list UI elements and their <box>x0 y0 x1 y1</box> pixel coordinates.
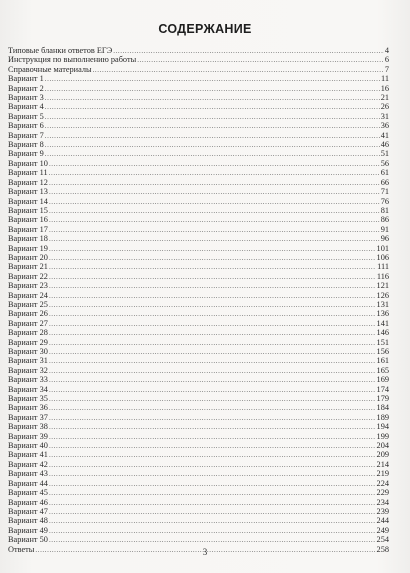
toc-entry-page: 76 <box>380 196 389 206</box>
toc-entry[interactable] <box>8 93 389 102</box>
toc-entry-label: Вариант 3 <box>8 93 44 103</box>
toc-entry-page: 239 <box>376 506 389 516</box>
table-of-contents <box>8 46 389 554</box>
toc-entry-label: Вариант 7 <box>8 130 44 140</box>
toc-entry-label: Вариант 27 <box>8 318 48 328</box>
toc-entry[interactable] <box>8 121 389 130</box>
toc-entry-page: 254 <box>376 535 389 545</box>
toc-dot-leader <box>49 489 376 498</box>
toc-entry-label: Вариант 30 <box>8 347 48 356</box>
toc-dot-leader <box>49 423 376 432</box>
toc-entry[interactable] <box>8 413 389 422</box>
toc-entry-page: 146 <box>376 328 389 338</box>
toc-entry-label: Вариант 21 <box>8 262 48 272</box>
toc-entry-page: 131 <box>376 299 389 309</box>
toc-entry-label: Вариант 25 <box>8 299 48 309</box>
toc-entry-label: Вариант 8 <box>8 140 44 150</box>
toc-entry-page: 26 <box>380 102 389 112</box>
toc-entry-page: 184 <box>376 403 389 413</box>
toc-entry-label: Вариант 34 <box>8 384 48 394</box>
toc-dot-leader <box>49 376 376 385</box>
toc-entry[interactable] <box>8 422 389 431</box>
toc-dot-leader <box>49 160 380 169</box>
toc-dot-leader <box>49 235 380 244</box>
toc-dot-leader <box>49 320 376 329</box>
toc-dot-leader <box>49 198 380 207</box>
toc-entry[interactable] <box>8 55 389 64</box>
toc-dot-leader <box>49 451 376 460</box>
toc-entry[interactable] <box>8 244 389 253</box>
toc-entry-label: Вариант 22 <box>8 271 48 281</box>
toc-entry-label: Вариант 19 <box>8 243 48 253</box>
toc-entry-page: 11 <box>381 74 389 84</box>
toc-entry[interactable] <box>8 74 389 83</box>
toc-dot-leader <box>49 310 376 319</box>
toc-entry[interactable] <box>8 394 389 403</box>
toc-entry-page: 116 <box>376 271 389 281</box>
toc-entry-label: Вариант 38 <box>8 422 48 432</box>
toc-dot-leader <box>49 216 380 225</box>
toc-entry[interactable] <box>8 131 389 140</box>
toc-entry[interactable] <box>8 84 389 93</box>
toc-dot-leader <box>49 499 376 508</box>
toc-entry[interactable] <box>8 328 389 337</box>
toc-entry-page: 96 <box>380 234 389 244</box>
toc-dot-leader <box>49 339 376 348</box>
toc-entry-page: 199 <box>376 431 389 441</box>
toc-entry[interactable] <box>8 46 389 55</box>
toc-entry-page: 219 <box>376 469 389 479</box>
toc-entry-page: 71 <box>380 187 389 197</box>
toc-dot-leader <box>45 141 380 150</box>
toc-entry-label: Вариант 44 <box>8 478 48 488</box>
toc-dot-leader <box>49 301 376 310</box>
toc-dot-leader <box>49 226 380 235</box>
toc-entry[interactable] <box>8 498 389 507</box>
toc-entry-label: Вариант 4 <box>8 102 44 112</box>
page-title: СОДЕРЖАНИЕ <box>158 22 252 36</box>
toc-entry-page: 91 <box>380 224 389 234</box>
toc-entry[interactable] <box>8 366 389 375</box>
toc-entry-label: Вариант 47 <box>8 506 48 516</box>
toc-dot-leader <box>49 414 376 423</box>
toc-entry-page: 141 <box>376 318 389 328</box>
toc-entry-page: 204 <box>376 441 389 451</box>
toc-entry[interactable] <box>8 441 389 450</box>
toc-entry-label: Вариант 45 <box>8 488 48 498</box>
toc-dot-leader <box>93 66 384 75</box>
toc-entry-label: Вариант 18 <box>8 234 48 244</box>
toc-entry[interactable] <box>8 516 389 525</box>
toc-entry-label: Вариант 2 <box>8 83 44 93</box>
toc-entry-page: 21 <box>380 93 389 103</box>
toc-entry[interactable] <box>8 187 389 196</box>
toc-entry-page: 36 <box>380 121 389 131</box>
toc-entry-label: Вариант 42 <box>8 459 48 469</box>
toc-dot-leader <box>45 132 380 141</box>
toc-dot-leader <box>49 442 376 451</box>
toc-dot-leader <box>49 480 376 489</box>
toc-entry-page: 156 <box>376 347 389 356</box>
toc-entry-label: Вариант 23 <box>8 281 48 291</box>
toc-entry[interactable] <box>8 450 389 459</box>
toc-entry-page: 101 <box>376 243 389 253</box>
toc-entry-page: 81 <box>380 205 389 215</box>
toc-dot-leader <box>49 395 376 404</box>
toc-entry-page: 6 <box>384 55 389 65</box>
toc-entry[interactable] <box>8 140 389 149</box>
toc-dot-leader <box>49 470 376 479</box>
toc-entry[interactable] <box>8 262 389 271</box>
toc-entry-page: 41 <box>380 130 389 140</box>
toc-entry-page: 111 <box>377 262 389 272</box>
toc-dot-leader <box>49 461 376 470</box>
toc-entry-page: 189 <box>376 412 389 422</box>
toc-entry-page: 46 <box>380 140 389 150</box>
toc-entry-page: 169 <box>376 375 389 385</box>
toc-entry[interactable] <box>8 385 389 394</box>
toc-dot-leader <box>49 508 376 517</box>
toc-dot-leader <box>45 150 380 159</box>
toc-entry-page: 16 <box>380 83 389 93</box>
toc-entry-label: Вариант 36 <box>8 403 48 413</box>
toc-entry-label: Вариант 48 <box>8 516 48 526</box>
toc-entry-page: 4 <box>384 46 389 55</box>
toc-entry-page: 174 <box>376 384 389 394</box>
toc-dot-leader <box>49 254 376 263</box>
toc-entry[interactable] <box>8 432 389 441</box>
toc-dot-leader <box>49 517 376 526</box>
toc-entry-label: Вариант 24 <box>8 290 48 300</box>
toc-entry-label: Вариант 12 <box>8 177 48 187</box>
toc-entry-label: Вариант 26 <box>8 309 48 319</box>
toc-entry-label: Вариант 10 <box>8 158 48 168</box>
toc-entry-page: 161 <box>376 356 389 366</box>
toc-entry[interactable] <box>8 112 389 121</box>
toc-entry[interactable] <box>8 65 389 74</box>
toc-entry-page: 214 <box>376 459 389 469</box>
toc-entry-page: 244 <box>376 516 389 526</box>
toc-entry-page: 234 <box>376 497 389 507</box>
toc-dot-leader <box>49 527 376 536</box>
toc-entry-label: Вариант 11 <box>8 168 48 178</box>
toc-dot-leader <box>49 263 376 272</box>
toc-dot-leader <box>49 169 380 178</box>
toc-dot-leader <box>137 56 384 65</box>
toc-dot-leader <box>49 282 376 291</box>
toc-entry[interactable] <box>8 469 389 478</box>
toc-dot-leader <box>49 433 376 442</box>
toc-dot-leader <box>49 188 380 197</box>
toc-entry-page: 126 <box>376 290 389 300</box>
toc-entry[interactable] <box>8 102 389 111</box>
toc-entry[interactable] <box>8 460 389 469</box>
toc-entry-label: Вариант 14 <box>8 196 48 206</box>
page-number: 3 <box>202 547 208 557</box>
toc-entry-label: Вариант 32 <box>8 365 48 375</box>
toc-entry-label: Вариант 5 <box>8 111 44 121</box>
toc-entry-label: Вариант 28 <box>8 328 48 338</box>
toc-dot-leader <box>49 179 380 188</box>
toc-dot-leader <box>49 404 376 413</box>
toc-entry[interactable] <box>8 168 389 177</box>
toc-entry-label: Вариант 17 <box>8 224 48 234</box>
toc-entry-page: 179 <box>376 394 389 404</box>
toc-entry[interactable] <box>8 347 389 356</box>
toc-entry-page: 136 <box>376 309 389 319</box>
toc-entry-label: Вариант 37 <box>8 412 48 422</box>
toc-entry[interactable] <box>8 319 389 328</box>
toc-entry[interactable] <box>8 488 389 497</box>
toc-entry-label: Вариант 15 <box>8 205 48 215</box>
toc-dot-leader <box>49 367 376 376</box>
toc-dot-leader <box>49 348 376 357</box>
toc-entry[interactable] <box>8 338 389 347</box>
toc-dot-leader <box>45 113 380 122</box>
toc-entry[interactable] <box>8 234 389 243</box>
toc-entry-label: Вариант 16 <box>8 215 48 225</box>
toc-entry[interactable] <box>8 356 389 365</box>
toc-entry-page: 249 <box>376 525 389 535</box>
toc-entry-label: Вариант 35 <box>8 394 48 404</box>
toc-dot-leader <box>49 357 376 366</box>
toc-entry[interactable] <box>8 253 389 262</box>
toc-entry[interactable] <box>8 149 389 158</box>
toc-entry-label: Вариант 43 <box>8 469 48 479</box>
toc-dot-leader <box>49 207 380 216</box>
toc-entry-label: Инструкция по выполнению работы <box>8 55 137 65</box>
toc-entry-page: 194 <box>376 422 389 432</box>
toc-entry[interactable] <box>8 215 389 224</box>
toc-entry[interactable] <box>8 479 389 488</box>
toc-entry-label: Вариант 31 <box>8 356 48 366</box>
toc-dot-leader <box>49 536 376 545</box>
toc-entry-label: Вариант 41 <box>8 450 48 460</box>
toc-entry[interactable] <box>8 507 389 516</box>
toc-entry[interactable] <box>8 526 389 535</box>
toc-dot-leader <box>45 85 380 94</box>
toc-dot-leader <box>45 75 380 84</box>
toc-dot-leader <box>45 94 380 103</box>
toc-entry[interactable] <box>8 225 389 234</box>
toc-entry-page: 86 <box>380 215 389 225</box>
toc-entry-label: Вариант 13 <box>8 187 48 197</box>
toc-dot-leader <box>45 122 380 131</box>
toc-entry-label: Вариант 6 <box>8 121 44 131</box>
toc-entry[interactable] <box>8 403 389 412</box>
toc-entry-page: 151 <box>376 337 389 347</box>
toc-entry-page: 51 <box>380 149 389 159</box>
toc-entry-page: 106 <box>376 252 389 262</box>
toc-dot-leader <box>113 47 384 56</box>
toc-entry-label: Вариант 29 <box>8 337 48 347</box>
toc-entry-label: Вариант 40 <box>8 441 48 451</box>
toc-dot-leader <box>45 103 380 112</box>
toc-entry-page: 7 <box>384 64 389 74</box>
toc-dot-leader <box>49 329 376 338</box>
toc-entry[interactable] <box>8 375 389 384</box>
toc-entry-page: 229 <box>376 488 389 498</box>
toc-entry-label: Вариант 49 <box>8 525 48 535</box>
toc-entry-label: Вариант 39 <box>8 431 48 441</box>
toc-entry[interactable] <box>8 291 389 300</box>
toc-entry-label: Вариант 46 <box>8 497 48 507</box>
toc-entry-label: Вариант 20 <box>8 252 48 262</box>
toc-entry[interactable] <box>8 281 389 290</box>
toc-entry-page: 258 <box>376 544 389 554</box>
toc-dot-leader <box>49 292 376 301</box>
toc-entry-page: 224 <box>376 478 389 488</box>
toc-entry[interactable] <box>8 197 389 206</box>
toc-dot-leader <box>49 386 376 395</box>
toc-entry[interactable] <box>8 272 389 281</box>
toc-entry[interactable] <box>8 535 389 544</box>
toc-entry-label: Ответы <box>8 544 35 554</box>
toc-entry-label: Вариант 50 <box>8 535 48 545</box>
toc-entry[interactable] <box>8 178 389 187</box>
toc-entry-label: Вариант 1 <box>8 74 44 84</box>
toc-entry-page: 121 <box>376 281 389 291</box>
toc-entry[interactable] <box>8 159 389 168</box>
toc-entry-page: 165 <box>376 365 389 375</box>
toc-entry-page: 66 <box>380 177 389 187</box>
toc-dot-leader <box>49 273 376 282</box>
toc-entry-label: Вариант 9 <box>8 149 44 159</box>
toc-entry-page: 61 <box>380 168 389 178</box>
toc-entry[interactable] <box>8 300 389 309</box>
toc-entry-page: 31 <box>380 111 389 121</box>
toc-dot-leader <box>49 245 376 254</box>
toc-entry[interactable] <box>8 206 389 215</box>
toc-entry-page: 56 <box>380 158 389 168</box>
toc-entry-label: Типовые бланки ответов ЕГЭ <box>8 46 113 55</box>
toc-entry-page: 209 <box>376 450 389 460</box>
toc-entry-label: Вариант 33 <box>8 375 48 385</box>
toc-entry[interactable] <box>8 309 389 318</box>
toc-entry-label: Справочные материалы <box>8 64 92 74</box>
